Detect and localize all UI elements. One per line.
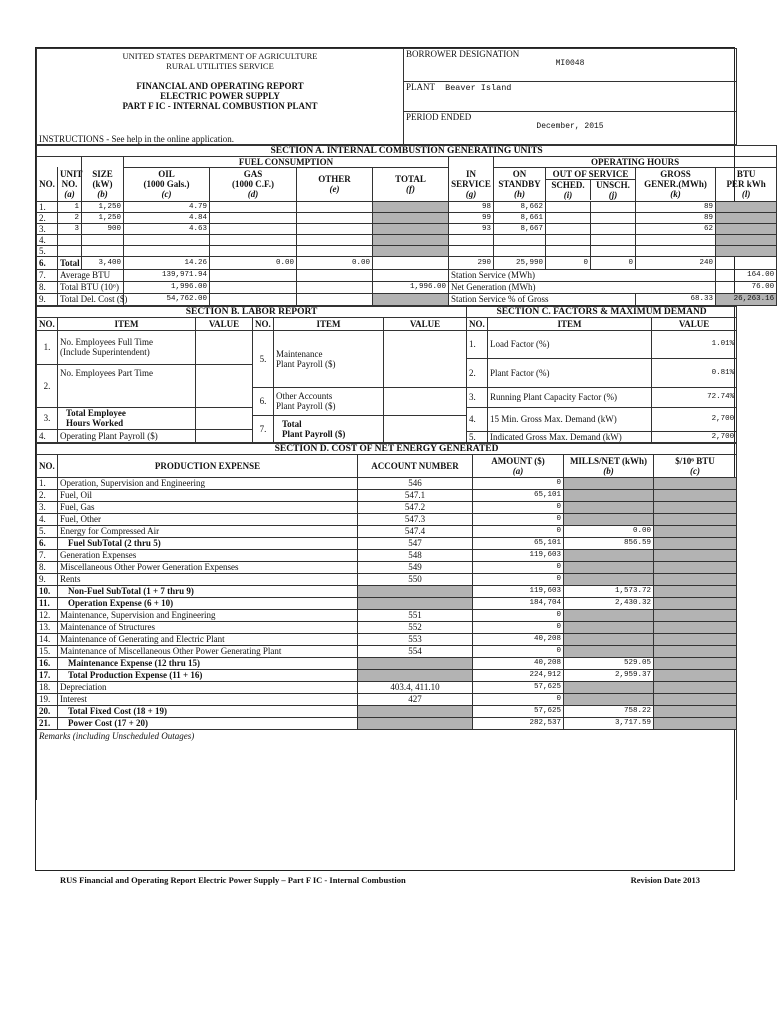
section-b-title: SECTION B. LABOR REPORT xyxy=(37,306,467,317)
report-form xyxy=(35,47,775,871)
account-number: 547.1 xyxy=(358,489,473,501)
footer-revision: Revision Date 2013 xyxy=(630,875,700,885)
report-title-1: FINANCIAL AND OPERATING REPORT xyxy=(136,81,304,91)
btu-cost-value xyxy=(654,489,737,501)
on-standby-value xyxy=(494,234,546,245)
amount-value: 0 xyxy=(473,573,564,585)
mills-value xyxy=(564,693,654,705)
row-no: 2. xyxy=(37,212,58,223)
cost-row-label: Energy for Compressed Air xyxy=(58,525,358,537)
c-col-no: NO. xyxy=(467,317,488,330)
account-number: 552 xyxy=(358,621,473,633)
cost-row-no: 17. xyxy=(37,669,58,681)
mills-value xyxy=(564,501,654,513)
amount-value: 65,101 xyxy=(473,537,564,549)
amount-value: 0 xyxy=(473,501,564,513)
cost-row-no: 14. xyxy=(37,633,58,645)
mills-value xyxy=(564,489,654,501)
cost-row-label: Non-Fuel SubTotal (1 + 7 thru 9) xyxy=(58,585,358,597)
operating-hours-title: OPERATING HOURS xyxy=(494,156,777,167)
btu-cost-value xyxy=(654,585,737,597)
sched-value[interactable] xyxy=(546,234,591,245)
cost-row-no: 20. xyxy=(37,705,58,717)
unit-row xyxy=(37,234,777,245)
running-capacity-value: 72.74% xyxy=(652,387,737,407)
cost-row xyxy=(37,645,737,657)
col-other: OTHER (e) xyxy=(297,167,373,201)
cost-row-label: Miscellaneous Other Power Generation Expenses xyxy=(58,561,358,573)
total-value[interactable] xyxy=(373,245,449,256)
amount-value: 0 xyxy=(473,609,564,621)
account-number: 547 xyxy=(358,537,473,549)
cost-row-label: Total Production Expense (11 + 16) xyxy=(58,669,358,681)
btu-cost-value xyxy=(654,621,737,633)
report-title-2: ELECTRIC POWER SUPPLY xyxy=(160,91,280,101)
cost-row-label: Total Fixed Cost (18 + 19) xyxy=(58,705,358,717)
report-title-3: PART F IC - INTERNAL COMBUSTION PLANT xyxy=(122,101,318,111)
btu-cost-value xyxy=(654,669,737,681)
cost-row xyxy=(37,537,737,549)
report-header xyxy=(36,48,737,145)
c-col-item: ITEM xyxy=(488,317,652,330)
unit-size xyxy=(82,234,124,245)
section-d-title: SECTION D. COST OF NET ENERGY GENERATED xyxy=(37,443,737,454)
gross-max-demand-value: 2,700 xyxy=(652,407,737,431)
btu-cost-value xyxy=(654,561,737,573)
indicated-demand-value: 2,700 xyxy=(652,431,737,442)
gross-value xyxy=(636,245,716,256)
gross-value: 89 xyxy=(636,212,716,223)
plant-value[interactable]: Beaver Island xyxy=(445,82,512,93)
instructions: INSTRUCTIONS - See help in the online application. xyxy=(39,133,234,144)
total-value[interactable] xyxy=(373,212,449,223)
account-number xyxy=(358,717,473,729)
mills-value xyxy=(564,681,654,693)
cost-row-label: Maintenance of Generating and Electric Plant xyxy=(58,633,358,645)
other-value[interactable] xyxy=(297,234,373,245)
mills-value: 758.22 xyxy=(564,705,654,717)
unsched-value[interactable] xyxy=(591,234,636,245)
mills-value xyxy=(564,645,654,657)
unit-size xyxy=(82,245,124,256)
cost-row-label: Fuel, Oil xyxy=(58,489,358,501)
cost-row-no: 16. xyxy=(37,657,58,669)
mills-value: 2,430.32 xyxy=(564,597,654,609)
account-number xyxy=(358,585,473,597)
cost-row xyxy=(37,657,737,669)
fuel-consumption-title: FUEL CONSUMPTION xyxy=(124,156,449,167)
row-no: 4. xyxy=(37,234,58,245)
d-col-mills: MILLS/NET (kWh) (b) xyxy=(564,454,654,477)
mills-value xyxy=(564,633,654,645)
b-col-value: VALUE xyxy=(196,317,253,330)
btu-cost-value xyxy=(654,717,737,729)
unit-row xyxy=(37,245,777,256)
cost-row-label: Maintenance of Structures xyxy=(58,621,358,633)
account-number: 403.4, 411.10 xyxy=(358,681,473,693)
cost-row xyxy=(37,561,737,573)
btu-cost-value xyxy=(654,681,737,693)
cost-row xyxy=(37,693,737,705)
agency-name: UNITED STATES DEPARTMENT OF AGRICULTURE xyxy=(122,51,318,61)
on-standby-value xyxy=(494,245,546,256)
amount-value: 0 xyxy=(473,621,564,633)
unit-no: 2 xyxy=(58,212,82,223)
btu-cost-value xyxy=(654,657,737,669)
section-c-title: SECTION C. FACTORS & MAXIMUM DEMAND xyxy=(467,306,737,317)
cost-row-label: Fuel, Gas xyxy=(58,501,358,513)
cost-row-no: 21. xyxy=(37,717,58,729)
borrower-label: BORROWER DESIGNATION xyxy=(406,49,520,59)
gross-value: 89 xyxy=(636,201,716,212)
amount-value: 57,625 xyxy=(473,705,564,717)
gas-value[interactable] xyxy=(210,201,297,212)
cost-row xyxy=(37,525,737,537)
amount-value: 119,603 xyxy=(473,549,564,561)
cost-row xyxy=(37,513,737,525)
unsched-value[interactable] xyxy=(591,223,636,234)
mills-value: 3,717.59 xyxy=(564,717,654,729)
btu-cost-value xyxy=(654,705,737,717)
oil-value: 4.84 xyxy=(124,212,210,223)
in-service-value xyxy=(449,234,494,245)
cost-row-no: 11. xyxy=(37,597,58,609)
b-col-no-2: NO. xyxy=(253,317,274,330)
account-number: 547.2 xyxy=(358,501,473,513)
d-col-no: NO. xyxy=(37,454,58,477)
unit-row xyxy=(37,201,777,212)
unit-no xyxy=(58,245,82,256)
d-col-btu: $/10⁶ BTU (c) xyxy=(654,454,737,477)
average-btu-row: 7. Average BTU 139,971.94 Station Service (MWh) 164.00 xyxy=(37,269,777,281)
section-a-title: SECTION A. INTERNAL COMBUSTION GENERATING UNITS xyxy=(37,145,777,156)
cost-row-label: Maintenance of Miscellaneous Other Power Generating Plant xyxy=(58,645,358,657)
cost-row xyxy=(37,477,737,489)
b-col-item: ITEM xyxy=(58,317,196,330)
cost-row xyxy=(37,597,737,609)
account-number: 548 xyxy=(358,549,473,561)
b-value-1[interactable] xyxy=(196,330,253,364)
cost-row-no: 7. xyxy=(37,549,58,561)
b-col-item-2: ITEM xyxy=(274,317,384,330)
other-value[interactable] xyxy=(297,223,373,234)
amount-value: 0 xyxy=(473,693,564,705)
service-name: RURAL UTILITIES SERVICE xyxy=(166,61,274,71)
on-standby-value: 8,661 xyxy=(494,212,546,223)
account-number: 547.3 xyxy=(358,513,473,525)
btu-value[interactable] xyxy=(716,234,777,245)
btu-cost-value xyxy=(654,501,737,513)
other-value[interactable] xyxy=(297,245,373,256)
btu-cost-value xyxy=(654,609,737,621)
mills-value xyxy=(564,549,654,561)
unit-no xyxy=(58,234,82,245)
d-col-expense: PRODUCTION EXPENSE xyxy=(58,454,358,477)
col-gas: GAS (1000 C.F.) (d) xyxy=(210,167,297,201)
cost-row-no: 5. xyxy=(37,525,58,537)
account-number xyxy=(358,657,473,669)
btu-value[interactable] xyxy=(716,245,777,256)
col-oil: OIL (1000 Gals.) (c) xyxy=(124,167,210,201)
cost-row xyxy=(37,669,737,681)
col-size: SIZE (kW) (b) xyxy=(82,167,124,201)
cost-row xyxy=(37,573,737,585)
amount-value: 0 xyxy=(473,513,564,525)
btu-cost-value xyxy=(654,633,737,645)
cost-row xyxy=(37,717,737,729)
cost-row xyxy=(37,621,737,633)
mills-value xyxy=(564,573,654,585)
cost-row-label: Fuel, Other xyxy=(58,513,358,525)
cost-row-label: Operation, Supervision and Engineering xyxy=(58,477,358,489)
cost-row-no: 4. xyxy=(37,513,58,525)
other-value[interactable] xyxy=(297,201,373,212)
c-col-value: VALUE xyxy=(652,317,737,330)
in-service-value: 98 xyxy=(449,201,494,212)
amount-value: 40,208 xyxy=(473,657,564,669)
amount-value: 119,603 xyxy=(473,585,564,597)
cost-row-label: Generation Expenses xyxy=(58,549,358,561)
in-service-value: 93 xyxy=(449,223,494,234)
unit-row xyxy=(37,223,777,234)
mills-value xyxy=(564,609,654,621)
gas-value[interactable] xyxy=(210,234,297,245)
b-value-7[interactable] xyxy=(384,415,467,442)
total-btu-row: 8. Total BTU (10⁶) 1,996.00 1,996.00 Net Generation (MWh) 76.00 xyxy=(37,281,777,293)
total-value[interactable] xyxy=(373,201,449,212)
mills-value xyxy=(564,621,654,633)
cost-row-label: Power Cost (17 + 20) xyxy=(58,717,358,729)
cost-row-label: Operation Expense (6 + 10) xyxy=(58,597,358,609)
gross-value xyxy=(636,234,716,245)
plant-label: PLANT xyxy=(406,81,435,92)
mills-value: 1,573.72 xyxy=(564,585,654,597)
account-number: 546 xyxy=(358,477,473,489)
cost-row-label: Fuel SubTotal (2 thru 5) xyxy=(58,537,358,549)
b-value-2[interactable] xyxy=(196,364,253,407)
cost-row-no: 15. xyxy=(37,645,58,657)
btu-cost-value xyxy=(654,477,737,489)
unsched-value[interactable] xyxy=(591,201,636,212)
col-btu: BTU PER kWh (l) xyxy=(716,167,777,201)
col-on-standby: ON STANDBY (h) xyxy=(494,167,546,201)
gas-value[interactable] xyxy=(210,223,297,234)
unit-size: 1,250 xyxy=(82,212,124,223)
amount-value: 57,625 xyxy=(473,681,564,693)
cost-row xyxy=(37,501,737,513)
total-value[interactable] xyxy=(373,234,449,245)
remarks[interactable]: Remarks (including Unscheduled Outages) xyxy=(37,729,737,800)
b-col-value-2: VALUE xyxy=(384,317,467,330)
borrower-value[interactable]: MI0048 xyxy=(555,59,585,68)
amount-value: 282,537 xyxy=(473,717,564,729)
gas-value[interactable] xyxy=(210,212,297,223)
unit-size: 1,250 xyxy=(82,201,124,212)
cost-row xyxy=(37,549,737,561)
cost-row-no: 8. xyxy=(37,561,58,573)
gross-value: 62 xyxy=(636,223,716,234)
cost-row xyxy=(37,609,737,621)
btu-cost-value xyxy=(654,645,737,657)
b-value-6[interactable] xyxy=(384,387,467,415)
cost-row-no: 12. xyxy=(37,609,58,621)
account-number xyxy=(358,669,473,681)
row-no: 5. xyxy=(37,245,58,256)
sched-value[interactable] xyxy=(546,245,591,256)
account-number: 554 xyxy=(358,645,473,657)
cost-row-no: 13. xyxy=(37,621,58,633)
mills-value xyxy=(564,513,654,525)
sched-value[interactable] xyxy=(546,223,591,234)
b-value-4[interactable] xyxy=(196,429,253,442)
account-number xyxy=(358,705,473,717)
in-service-value xyxy=(449,245,494,256)
cost-row-no: 10. xyxy=(37,585,58,597)
btu-value[interactable] xyxy=(716,223,777,234)
on-standby-value: 8,667 xyxy=(494,223,546,234)
account-number: 551 xyxy=(358,609,473,621)
b-col-no: NO. xyxy=(37,317,58,330)
period-label: PERIOD ENDED xyxy=(406,111,472,122)
unit-size: 900 xyxy=(82,223,124,234)
cost-row-no: 6. xyxy=(37,537,58,549)
cost-row-no: 1. xyxy=(37,477,58,489)
other-value[interactable] xyxy=(297,212,373,223)
amount-value: 184,704 xyxy=(473,597,564,609)
btu-cost-value xyxy=(654,573,737,585)
cost-row xyxy=(37,633,737,645)
btu-cost-value xyxy=(654,537,737,549)
d-col-amount: AMOUNT ($) (a) xyxy=(473,454,564,477)
in-service-value: 99 xyxy=(449,212,494,223)
col-out-of-service: OUT OF SERVICE SCHED. (i) UNSCH. (j) xyxy=(546,167,636,201)
amount-value: 65,101 xyxy=(473,489,564,501)
btu-cost-value xyxy=(654,513,737,525)
on-standby-value: 8,662 xyxy=(494,201,546,212)
cost-row xyxy=(37,489,737,501)
load-factor-value: 1.01% xyxy=(652,330,737,358)
mills-value: 856.59 xyxy=(564,537,654,549)
oil-value: 4.63 xyxy=(124,223,210,234)
account-number: 547.4 xyxy=(358,525,473,537)
unsched-value[interactable] xyxy=(591,212,636,223)
amount-value: 0 xyxy=(473,525,564,537)
section-a xyxy=(36,145,777,306)
col-total: TOTAL (f) xyxy=(373,167,449,201)
account-number: 550 xyxy=(358,573,473,585)
account-number: 549 xyxy=(358,561,473,573)
mills-value xyxy=(564,477,654,489)
amount-value: 0 xyxy=(473,645,564,657)
section-b-c: SECTION B. LABOR REPORT SECTION C. FACTORS & MAXIMUM DEMAND NO. ITEM VALUE NO. ITEM VALUE NO. ITEM VALUE 1. No. Employees Full Time (Include Superintendent) 5. Maintenance Plant Payroll ($) 1. Load Factor (%) 1.01% 2. Plant Factor (%) 0.81% 2. No. Employees Part Time 6. Other Accounts Plant Payroll ($) 3. Running Plant Capacity Factor (%) 72.74% 3. Total Employee Hours Worked 4. 15 Min. Gross Max. Demand (kW) 2,700 7. Total Plant Payroll ($) 4. Operating Plant Payroll ($) 5. Indicated Gross Max. Demand (kW) 2,700 xyxy=(36,306,737,443)
plant-factor-value: 0.81% xyxy=(652,358,737,387)
cost-row-label: Maintenance, Supervision and Engineering xyxy=(58,609,358,621)
account-number: 427 xyxy=(358,693,473,705)
row-no: 3. xyxy=(37,223,58,234)
mills-value: 529.05 xyxy=(564,657,654,669)
unit-no: 3 xyxy=(58,223,82,234)
cost-row-label: Depreciation xyxy=(58,681,358,693)
mills-value: 0.00 xyxy=(564,525,654,537)
row-no: 1. xyxy=(37,201,58,212)
btu-value[interactable] xyxy=(716,212,777,223)
oil-value: 4.79 xyxy=(124,201,210,212)
col-in-service: IN SERVICE (g) xyxy=(449,167,494,201)
cost-row xyxy=(37,585,737,597)
mills-value xyxy=(564,561,654,573)
period-value[interactable]: December, 2015 xyxy=(536,121,604,131)
cost-row xyxy=(37,681,737,693)
oil-value xyxy=(124,245,210,256)
btu-value[interactable] xyxy=(716,201,777,212)
cost-row-no: 9. xyxy=(37,573,58,585)
btu-cost-value xyxy=(654,549,737,561)
oil-value xyxy=(124,234,210,245)
col-unit: UNIT NO. (a) xyxy=(58,167,82,201)
total-del-cost-row: 9. Total Del. Cost ($) 54,762.00 Station Service % of Gross 68.33 26,263.16 xyxy=(37,293,777,305)
amount-value: 0 xyxy=(473,561,564,573)
col-no: NO. xyxy=(37,167,58,201)
amount-value: 40,208 xyxy=(473,633,564,645)
cost-row-no: 2. xyxy=(37,489,58,501)
sched-value[interactable] xyxy=(546,201,591,212)
btu-cost-value xyxy=(654,525,737,537)
account-number xyxy=(358,597,473,609)
sched-value[interactable] xyxy=(546,212,591,223)
cost-row-label: Maintenance Expense (12 thru 15) xyxy=(58,657,358,669)
cost-row-label: Rents xyxy=(58,573,358,585)
amount-value: 224,912 xyxy=(473,669,564,681)
footer-form-name: RUS Financial and Operating Report Electric Power Supply – Part F IC - Internal Combustion xyxy=(60,875,406,885)
cost-row-no: 3. xyxy=(37,501,58,513)
gas-value[interactable] xyxy=(210,245,297,256)
unit-no: 1 xyxy=(58,201,82,212)
cost-row-no: 19. xyxy=(37,693,58,705)
section-d xyxy=(36,443,737,801)
col-gross: GROSS GENER.(MWh) (k) xyxy=(636,167,716,201)
btu-cost-value xyxy=(654,693,737,705)
d-col-account: ACCOUNT NUMBER xyxy=(358,454,473,477)
b-value-3[interactable] xyxy=(196,407,253,429)
mills-value: 2,959.37 xyxy=(564,669,654,681)
btu-cost-value xyxy=(654,597,737,609)
cost-row-no: 18. xyxy=(37,681,58,693)
total-row: 6. Total 3,400 14.26 0.00 0.00 290 25,990 0 0 240 xyxy=(37,256,777,269)
unit-row xyxy=(37,212,777,223)
cost-row-label: Interest xyxy=(58,693,358,705)
amount-value: 0 xyxy=(473,477,564,489)
unsched-value[interactable] xyxy=(591,245,636,256)
cost-row xyxy=(37,705,737,717)
account-number: 553 xyxy=(358,633,473,645)
b-value-5[interactable] xyxy=(384,330,467,387)
total-value[interactable] xyxy=(373,223,449,234)
